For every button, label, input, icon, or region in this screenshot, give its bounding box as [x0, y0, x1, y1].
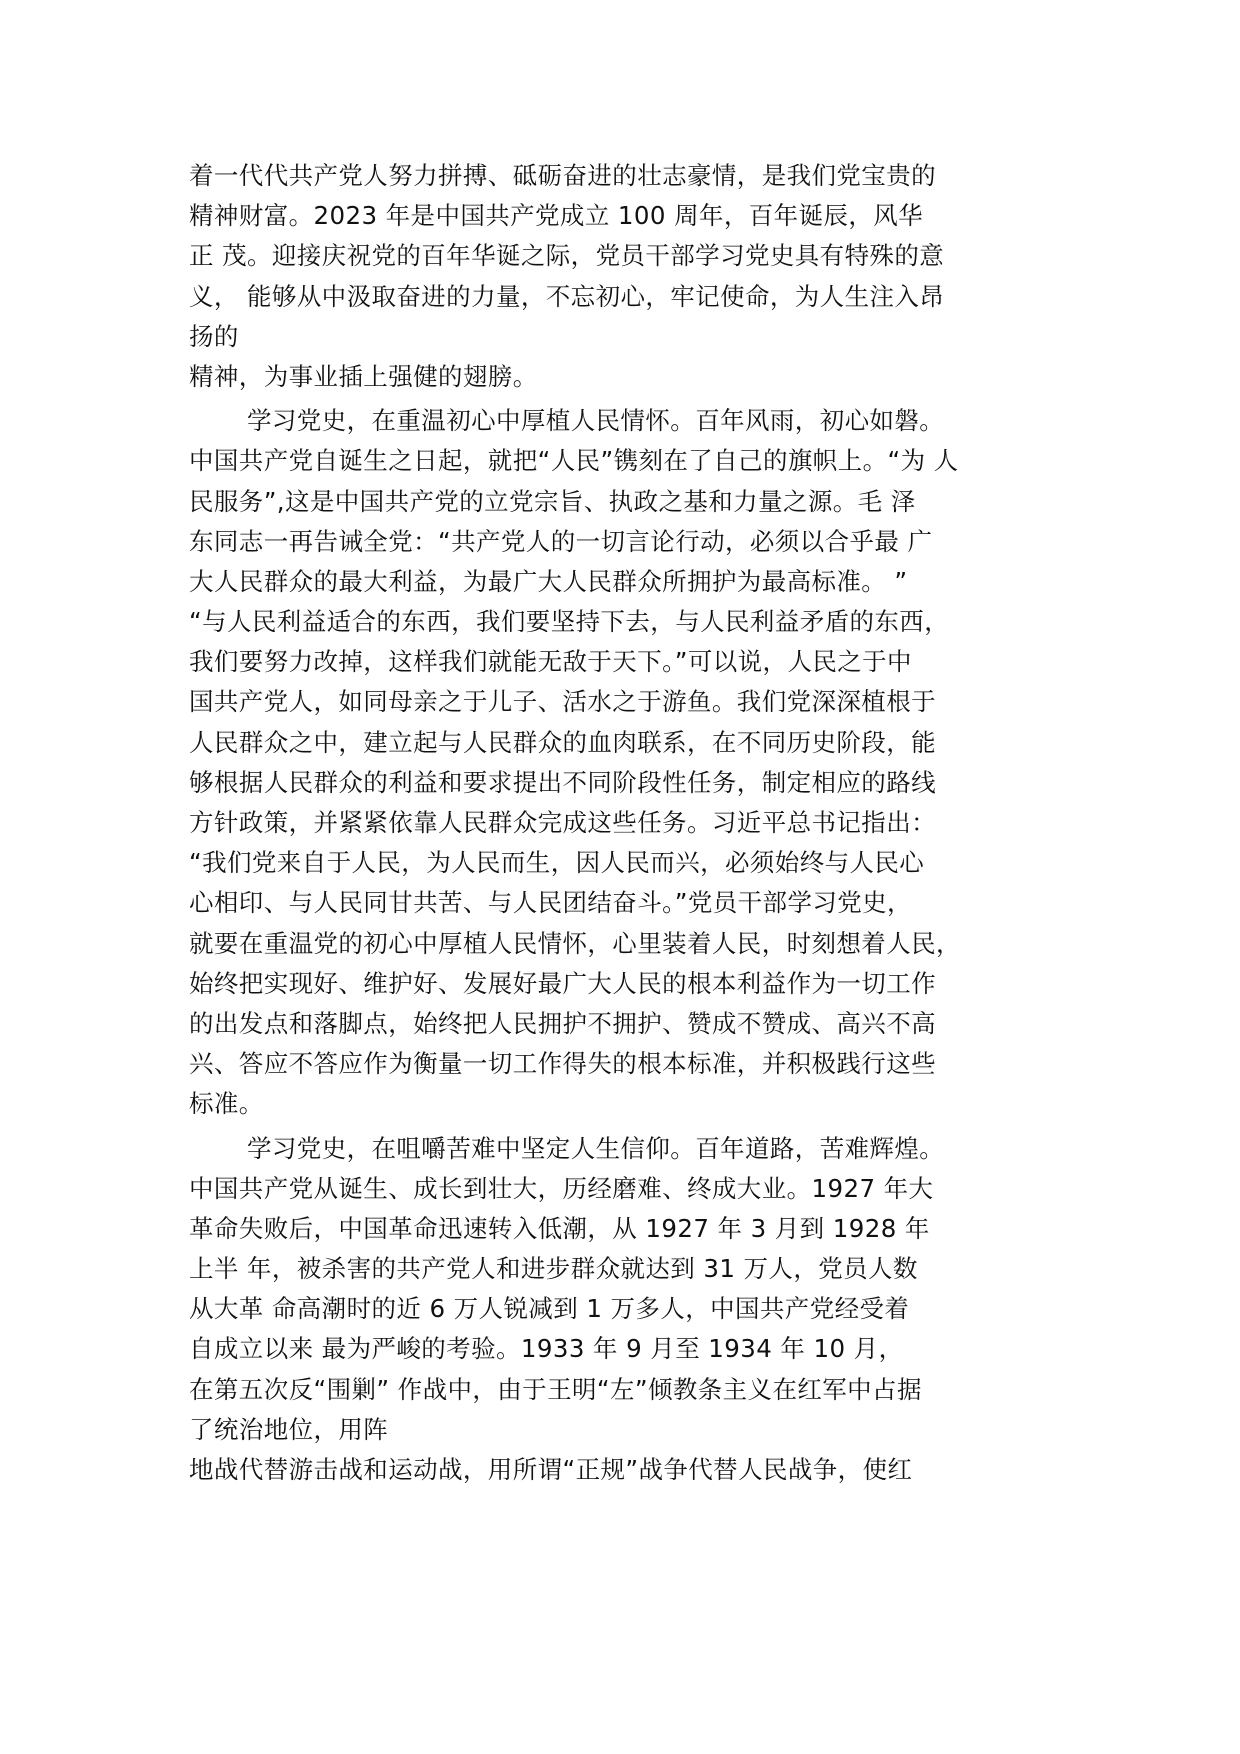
text-line: 了统治地位，用阵: [189, 1414, 389, 1444]
text-line: 扬的: [189, 321, 239, 351]
text-line: 心相印、与人民同甘共苦、与人民团结奋斗。”党员干部学习党史，: [189, 888, 912, 918]
text-line: 在第五次反“围剿” 作战中，由于王明“左”倾教条主义在红军中占据: [189, 1374, 922, 1404]
text-line: 大人民群众的最大利益，为最广大人民群众所拥护为最高标准。 ”: [189, 566, 908, 596]
text-line: 革命失败后，中国革命迅速转入低潮，从 1927 年 3 月到 1928 年: [189, 1213, 930, 1243]
text-line: 兴、答应不答应作为衡量一切工作得失的根本标准，并积极践行这些: [189, 1049, 936, 1079]
text-line: 的出发点和落脚点，始终把人民拥护不拥护、赞成不赞成、高兴不高: [189, 1008, 936, 1038]
text-line: 着一代代共产党人努力拼搏、砥砺奋进的壮志豪情，是我们党宝贵的: [189, 161, 936, 190]
text-line: 中国共产党自诞生之日起，就把“人民”镌刻在了自己的旗帜上。“为 人: [189, 446, 959, 476]
text-line: 精神财富。2023 年是中国共产党成立 100 周年，百年诞辰，风华: [189, 201, 924, 231]
text-line: 国共产党人，如同母亲之于儿子、活水之于游鱼。我们党深深植根于: [189, 687, 936, 717]
text-line: 民服务”,这是中国共产党的立党宗旨、执政之基和力量之源。毛 泽: [189, 486, 916, 516]
text-line: 就要在重温党的初心中厚植人民情怀，心里装着人民，时刻想着人民，: [189, 928, 961, 958]
text-line: 地战代替游击战和运动战，用所谓“正规”战争代替人民战争，使红: [189, 1455, 913, 1484]
text-line: 标准。: [189, 1089, 264, 1119]
text-line: 中国共产党从诞生、成长到壮大，历经磨难、终成大业。1927 年大: [189, 1173, 934, 1203]
text-line: “我们党来自于人民，为人民而生，因人民而兴，必须始终与人民心: [189, 848, 925, 878]
text-line: 精神，为事业插上强健的翅膀。: [189, 361, 538, 391]
text-line: 正 茂。迎接庆祝党的百年华诞之际，党员干部学习党史具有特殊的意: [189, 241, 945, 271]
text-line: 东同志一再告诫全党：“共产党人的一切言论行动，必须以合乎最 广: [189, 526, 933, 556]
paragraph-first-line: 学习党史，在咀嚼苦难中坚定人生信仰。百年道路，苦难辉煌。: [247, 1133, 945, 1163]
text-line: 从大革 命高潮时的近 6 万人锐减到 1 万多人，中国共产党经受着: [189, 1294, 910, 1324]
text-line: 人民群众之中，建立起与人民群众的血肉联系，在不同历史阶段，能: [189, 727, 936, 757]
text-line: 够根据人民群众的利益和要求提出不同阶段性任务，制定相应的路线: [189, 767, 936, 797]
text-line: 义， 能够从中汲取奋进的力量，不忘初心，牢记使命，为人生注入昂: [189, 281, 945, 311]
text-line: 自成立以来 最为严峻的考验。1933 年 9 月至 1934 年 10 月，: [189, 1334, 904, 1364]
text-line: “与人民利益适合的东西，我们要坚持下去，与人民利益矛盾的东西，: [189, 607, 950, 637]
text-line: 方针政策，并紧紧依靠人民群众完成这些任务。习近平总书记指出：: [189, 808, 936, 837]
body-text: [189, 156, 1069, 1490]
text-line: 上半 年，被杀害的共产党人和进步群众就达到 31 万人，党员人数: [189, 1254, 918, 1284]
text-line: 始终把实现好、维护好、发展好最广大人民的根本利益作为一切工作: [189, 968, 936, 998]
text-line: 我们要努力改掉，这样我们就能无敌于天下。”可以说，人民之于中: [189, 647, 912, 677]
paragraph-first-line: 学习党史，在重温初心中厚植人民情怀。百年风雨，初心如磐。: [247, 406, 945, 436]
